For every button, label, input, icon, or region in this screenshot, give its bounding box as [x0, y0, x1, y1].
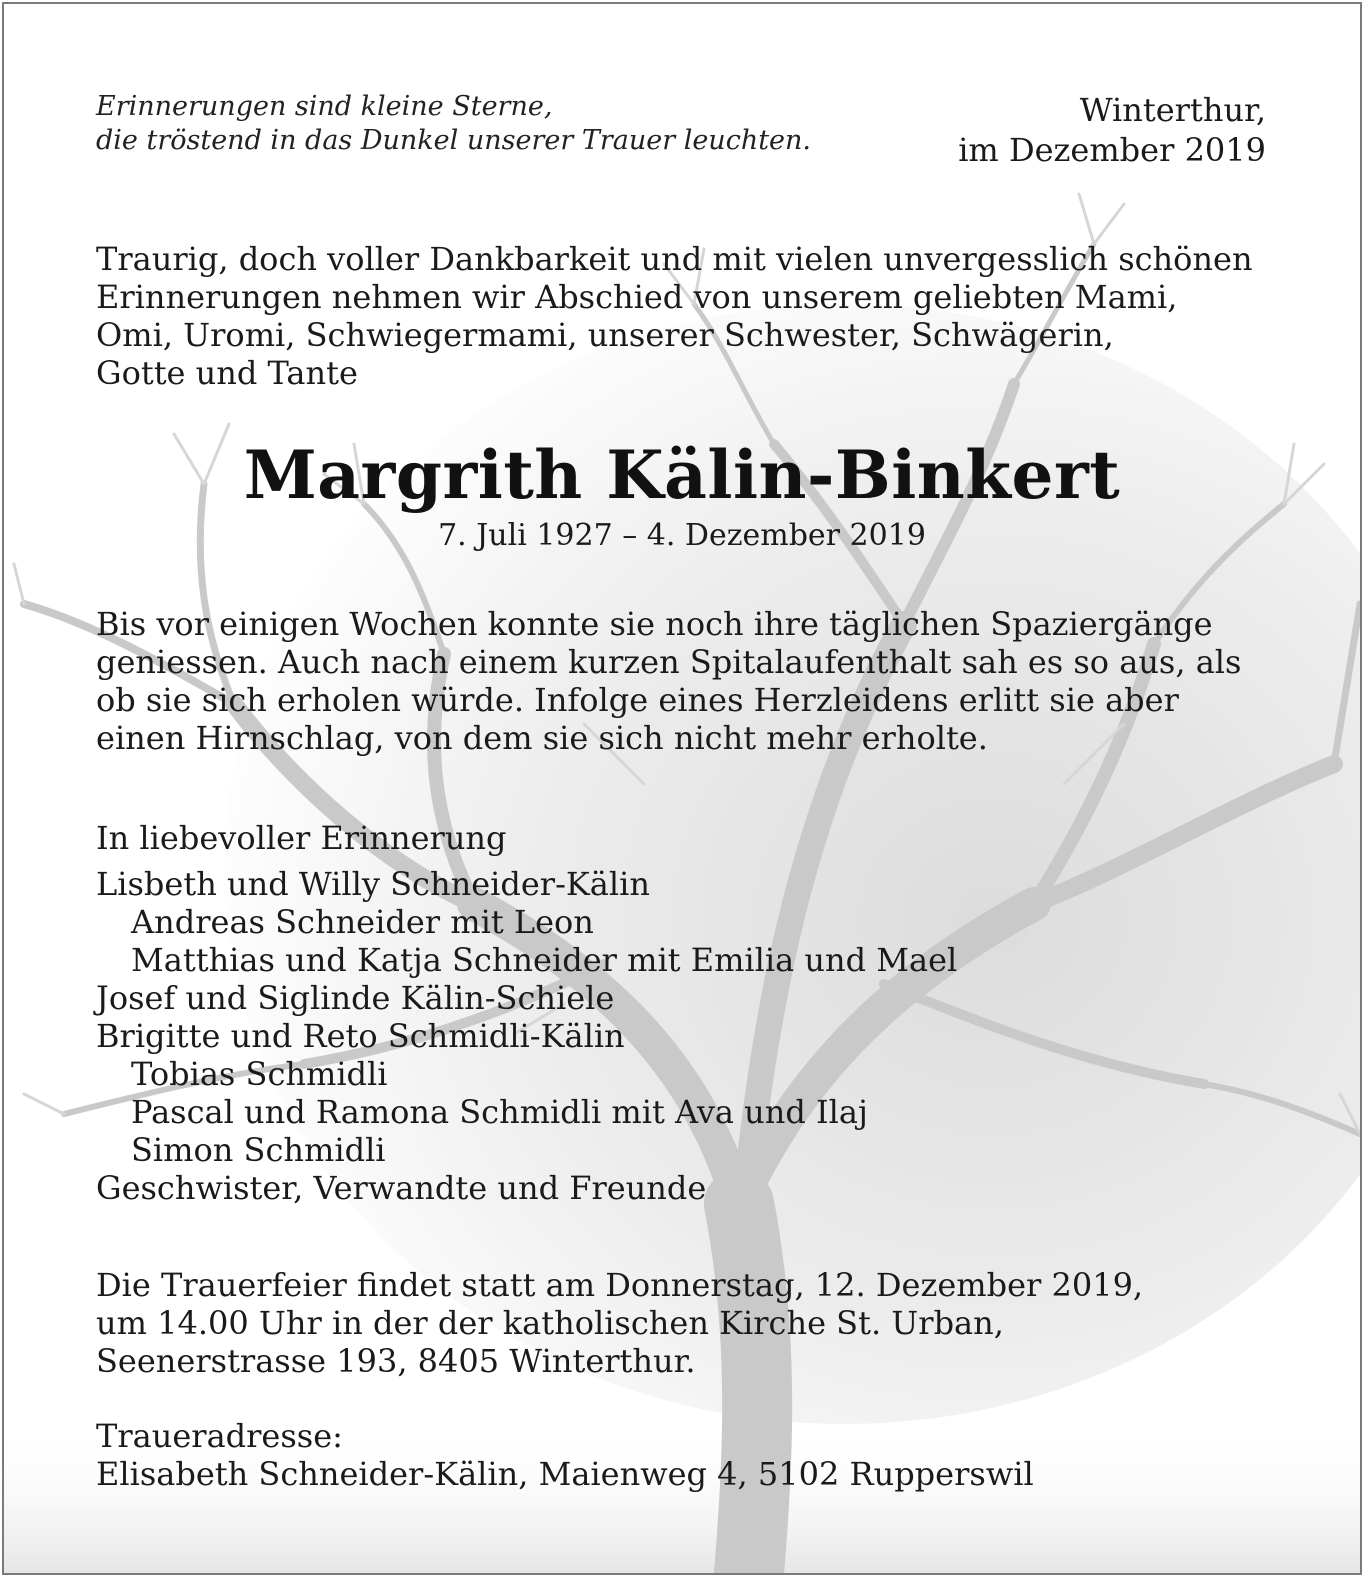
mourning-address: [96, 1417, 1034, 1493]
mourner-entry: Geschwister, Verwandte und Freunde: [96, 1169, 707, 1207]
address-value: Elisabeth Schneider-Kälin, Maienweg 4, 5102 Rupperswil: [96, 1455, 1034, 1493]
intro-line-2: Erinnerungen nehmen wir Abschied von unserem geliebten Mami,: [96, 278, 1178, 316]
intro-line-1: Traurig, doch voller Dankbarkeit und mit vielen unvergesslich schönen: [96, 240, 1253, 278]
address-label: Traueradresse:: [96, 1417, 343, 1455]
story-line-2: geniessen. Auch nach einem kurzen Spitalaufenthalt sah es so aus, als: [96, 643, 1242, 681]
mourner-entry: Pascal und Ramona Schmidli mit Ava und Ilaj: [131, 1093, 868, 1131]
service-line-1: Die Trauerfeier findet statt am Donnerstag, 12. Dezember 2019,: [96, 1266, 1144, 1304]
story-line-1: Bis vor einigen Wochen konnte sie noch ihre täglichen Spaziergänge: [96, 605, 1213, 643]
memorial-quote: [96, 90, 811, 158]
life-dates: 7. Juli 1927 – 4. Dezember 2019: [438, 518, 926, 553]
service-line-3: Seenerstrasse 193, 8405 Winterthur.: [96, 1342, 696, 1380]
intro-paragraph: [96, 240, 1253, 392]
mourners-list: [96, 819, 957, 1207]
mourner-entry: Simon Schmidli: [131, 1131, 386, 1169]
mourner-entry: Lisbeth und Willy Schneider-Kälin: [96, 865, 650, 903]
date-line: im Dezember 2019: [958, 131, 1266, 169]
mourner-entry: Brigitte und Reto Schmidli-Kälin: [96, 1017, 625, 1055]
funeral-service-info: [96, 1266, 1143, 1380]
story-line-3: ob sie sich erholen würde. Infolge eines Herzleidens erlitt sie aber: [96, 681, 1179, 719]
place-line: Winterthur,: [1079, 91, 1266, 129]
service-line-2: um 14.00 Uhr in der der katholischen Kirche St. Urban,: [96, 1304, 1004, 1342]
deceased-name: Margrith Kälin-Binkert: [243, 436, 1121, 514]
mourner-entry: Josef und Siglinde Kälin-Schiele: [96, 979, 615, 1017]
place-and-date: [958, 90, 1266, 170]
notice-content: [4, 4, 1360, 1573]
intro-line-3: Omi, Uromi, Schwiegermami, unserer Schwester, Schwägerin,: [96, 316, 1114, 354]
quote-line-2: die tröstend in das Dunkel unserer Trauer leuchten.: [96, 125, 812, 156]
intro-line-4: Gotte und Tante: [96, 354, 358, 392]
mourner-entry: Andreas Schneider mit Leon: [131, 903, 594, 941]
quote-line-1: Erinnerungen sind kleine Sterne,: [96, 91, 553, 122]
story-paragraph: [96, 605, 1241, 757]
mourner-entry: Tobias Schmidli: [131, 1055, 388, 1093]
mourners-heading: In liebevoller Erinnerung: [96, 819, 507, 857]
story-line-4: einen Hirnschlag, von dem sie sich nicht mehr erholte.: [96, 719, 988, 757]
obituary-notice: [2, 2, 1362, 1575]
mourner-entry: Matthias und Katja Schneider mit Emilia und Mael: [131, 941, 958, 979]
